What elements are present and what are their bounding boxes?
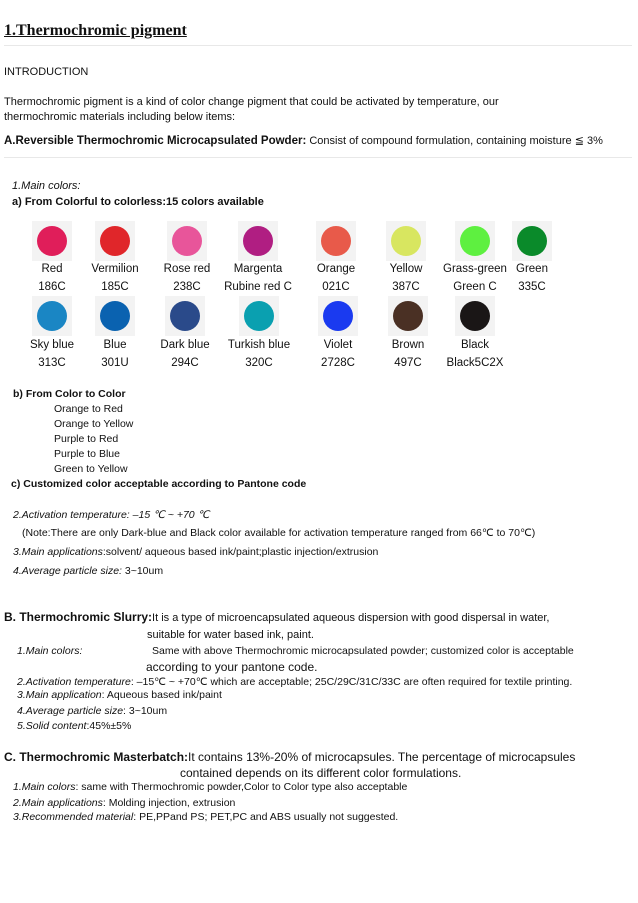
color-name: Violet: [323, 339, 353, 351]
color-swatch: [460, 226, 490, 256]
color-name: Yellow: [389, 263, 423, 275]
color-swatch: [517, 226, 547, 256]
pantone-code: 238C: [173, 281, 201, 293]
color-name: Red: [41, 263, 63, 275]
section-a-sub-c: c) Customized color acceptable according to Pantone code: [11, 478, 307, 490]
color-name: Margenta: [233, 263, 283, 275]
section-a-main-colors: 1.Main colors:: [12, 180, 81, 192]
c-applications-value: : Molding injection, extrusion: [102, 797, 236, 809]
color-to-color-item: Orange to Red: [54, 403, 123, 415]
color-swatch: [321, 226, 351, 256]
pantone-code: 497C: [394, 357, 422, 369]
section-c-colors: [13, 781, 407, 793]
color-name: Black: [460, 339, 490, 351]
activation-label: 2.Activation temperature: [17, 676, 131, 688]
color-swatch: [460, 301, 490, 331]
color-to-color-item: Purple to Red: [54, 433, 119, 445]
section-a-particle: [13, 565, 163, 577]
section-c-desc-2: contained depends on its different color formulations.: [180, 766, 462, 780]
particle-value: 3~10um: [121, 565, 164, 577]
pantone-code: 2728C: [321, 357, 355, 369]
pantone-code: Black5C2X: [446, 357, 504, 369]
section-b-activation: [17, 676, 572, 688]
c-colors-value: : same with Thermochromic powder,Color to Color type also acceptable: [75, 781, 408, 793]
color-name: Dark blue: [160, 339, 210, 351]
recommended-label: 3.Recommended material: [13, 811, 134, 823]
page-title: 1.Thermochromic pigment: [4, 22, 187, 39]
intro-line-2: thermochromic materials including below items:: [4, 111, 236, 123]
applications-label: 3.Main applications: [13, 546, 103, 558]
pantone-code: 021C: [322, 281, 350, 293]
section-a-desc: Consist of compound formulation, containing moisture ≦ 3%: [306, 135, 603, 147]
color-swatch: [172, 226, 202, 256]
color-to-color-item: Purple to Blue: [54, 448, 120, 460]
pantone-code: 186C: [38, 281, 66, 293]
intro-line-1: Thermochromic pigment is a kind of color change pigment that could be activated by temperature, our: [4, 96, 499, 108]
color-swatch: [244, 301, 274, 331]
section-a-note: (Note:There are only Dark-blue and Black color available for activation temperature ranged from 66℃ to 70℃): [22, 527, 536, 539]
pantone-code: 335C: [518, 281, 546, 293]
color-swatch: [37, 226, 67, 256]
section-b-heading: B. Thermochromic Slurry:: [4, 610, 153, 624]
b-particle-label: 4.Average particle size: [17, 705, 124, 717]
section-a-applications: [13, 546, 378, 558]
section-c-recommended: [13, 811, 398, 823]
section-b-line: [4, 610, 549, 624]
section-b-colors-label: 1.Main colors:: [17, 645, 83, 657]
section-c-line: [4, 750, 575, 764]
color-swatch: [243, 226, 273, 256]
activation-value: : –15℃ ~ +70℃ which are acceptable; 25C/29C/31C/33C are often required for textile printing.: [130, 676, 573, 688]
color-swatch: [391, 226, 421, 256]
color-name: Turkish blue: [227, 339, 291, 351]
pantone-code: 313C: [38, 357, 66, 369]
section-a-sub-a: a) From Colorful to colorless:15 colors available: [12, 196, 264, 208]
color-swatch: [170, 301, 200, 331]
section-b-desc-1: It is a type of microencapsulated aqueous dispersion with good dispersal in water,: [152, 612, 550, 624]
color-swatch: [100, 226, 130, 256]
section-a-line: [4, 134, 603, 147]
section-b-solid: [17, 720, 131, 732]
section-a-divider: [4, 157, 632, 158]
color-swatch: [37, 301, 67, 331]
section-a-activation: 2.Activation temperature: –15 ℃ ~ +70 ℃: [13, 509, 210, 521]
applications-value: :solvent/ aqueous based ink/paint;plastic injection/extrusion: [102, 546, 379, 558]
color-swatch: [323, 301, 353, 331]
section-b-colors-value-2: according to your pantone code.: [146, 660, 318, 674]
color-name: Grass-green: [443, 263, 507, 275]
pantone-code: 387C: [392, 281, 420, 293]
section-b-desc-2: suitable for water based ink, paint.: [147, 629, 314, 641]
color-name: Green: [516, 263, 548, 275]
pantone-code: Rubine red C: [224, 281, 292, 293]
c-applications-label: 2.Main applications: [13, 797, 103, 809]
pantone-code: Green C: [453, 281, 497, 293]
solid-value: :45%±5%: [86, 720, 132, 732]
color-name: Sky blue: [29, 339, 75, 351]
c-colors-label: 1.Main colors: [13, 781, 76, 793]
color-name: Blue: [103, 339, 127, 351]
color-name: Brown: [391, 339, 425, 351]
section-a-heading: A.Reversible Thermochromic Microcapsulated Powder:: [4, 135, 307, 147]
section-c-applications: [13, 797, 235, 809]
application-label: 3.Main application: [17, 689, 102, 701]
color-name: Orange: [316, 263, 356, 275]
color-name: Rose red: [163, 263, 211, 275]
color-name: Vermilion: [91, 263, 139, 275]
color-swatch: [100, 301, 130, 331]
pantone-code: 294C: [171, 357, 199, 369]
recommended-value: : PE,PPand PS; PET,PC and ABS usually not suggested.: [133, 811, 399, 823]
particle-label: 4.Average particle size:: [13, 565, 122, 577]
section-b-colors-value: Same with above Thermochromic microcapsulated powder; customized color is acceptable: [152, 645, 574, 657]
color-to-color-item: Orange to Yellow: [54, 418, 134, 430]
section-a-sub-b: b) From Color to Color: [13, 388, 126, 400]
pantone-code: 320C: [245, 357, 273, 369]
pantone-code: 301U: [101, 357, 129, 369]
section-b-application: [17, 689, 222, 701]
color-to-color-item: Green to Yellow: [54, 463, 128, 475]
title-divider: [4, 45, 632, 46]
application-value: : Aqueous based ink/paint: [101, 689, 222, 701]
section-b-particle: [17, 705, 167, 717]
color-swatch: [393, 301, 423, 331]
section-c-desc-1: It contains 13%-20% of microcapsules. The percentage of microcapsules: [188, 750, 576, 764]
section-c-heading: C. Thermochromic Masterbatch:: [4, 750, 189, 764]
solid-label: 5.Solid content: [17, 720, 87, 732]
pantone-code: 185C: [101, 281, 129, 293]
intro-heading: INTRODUCTION: [4, 66, 89, 78]
b-particle-value: : 3~10um: [123, 705, 168, 717]
